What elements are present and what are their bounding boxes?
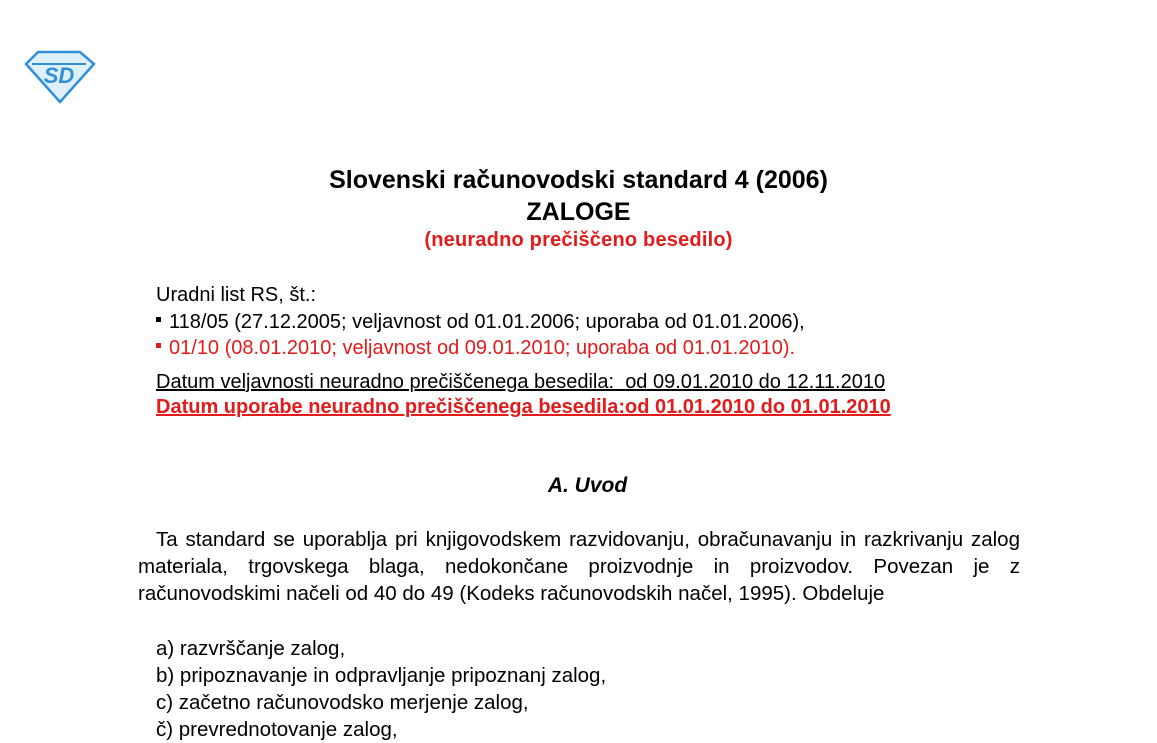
gazette-item bbox=[156, 337, 795, 360]
application-label: Datum uporabe neuradno prečiščenega besedila: bbox=[156, 396, 626, 418]
bullet-icon bbox=[156, 343, 161, 348]
gazette-heading: Uradni list RS, št.: bbox=[156, 284, 317, 306]
list-item: č) prevrednotovanje zalog, bbox=[156, 718, 398, 741]
logo-emblem-icon bbox=[22, 48, 96, 104]
application-date-line bbox=[156, 396, 891, 419]
logo-text: SD bbox=[43, 63, 75, 88]
logo bbox=[22, 48, 96, 104]
gazette-item-text: 118/05 (27.12.2005; veljavnost od 01.01.2006; uporaba od 01.01.2006), bbox=[169, 311, 805, 333]
intro-paragraph bbox=[138, 526, 1020, 607]
bullet-icon bbox=[156, 317, 161, 322]
list-item: c) začetno računovodsko merjenje zalog, bbox=[156, 691, 529, 714]
gazette-item-text: 01/10 (08.01.2010; veljavnost od 09.01.2010; uporaba od 01.01.2010). bbox=[169, 337, 796, 359]
list-item: a) razvrščanje zalog, bbox=[156, 637, 346, 660]
validity-value: od 09.01.2010 do 12.11.2010 bbox=[625, 371, 886, 393]
section-heading: A. Uvod bbox=[547, 474, 628, 497]
validity-label: Datum veljavnosti neuradno prečiščenega besedila: bbox=[156, 371, 615, 393]
unofficial-note: (neuradno prečiščeno besedilo) bbox=[424, 229, 733, 251]
document-subtitle: ZALOGE bbox=[526, 198, 631, 226]
intro-paragraph-text: Ta standard se uporablja pri knjigovodskem razvidovanju, obračunavanju in razkrivanju zalog materiala, trgovskega blaga, nedokončane proizvodnje in proizvodov. Povezan je z računovodskimi načeli od 40 do 49 (Kodeks računovodskih načel, 1995). Obdeluje bbox=[138, 528, 1020, 605]
gazette-item bbox=[156, 311, 805, 334]
application-value: od 01.01.2010 do 01.01.2010 bbox=[625, 396, 891, 418]
list-item: b) pripoznavanje in odpravljanje pripoznanj zalog, bbox=[156, 664, 607, 687]
validity-date-line bbox=[156, 371, 885, 394]
document-title: Slovenski računovodski standard 4 (2006) bbox=[329, 166, 828, 194]
